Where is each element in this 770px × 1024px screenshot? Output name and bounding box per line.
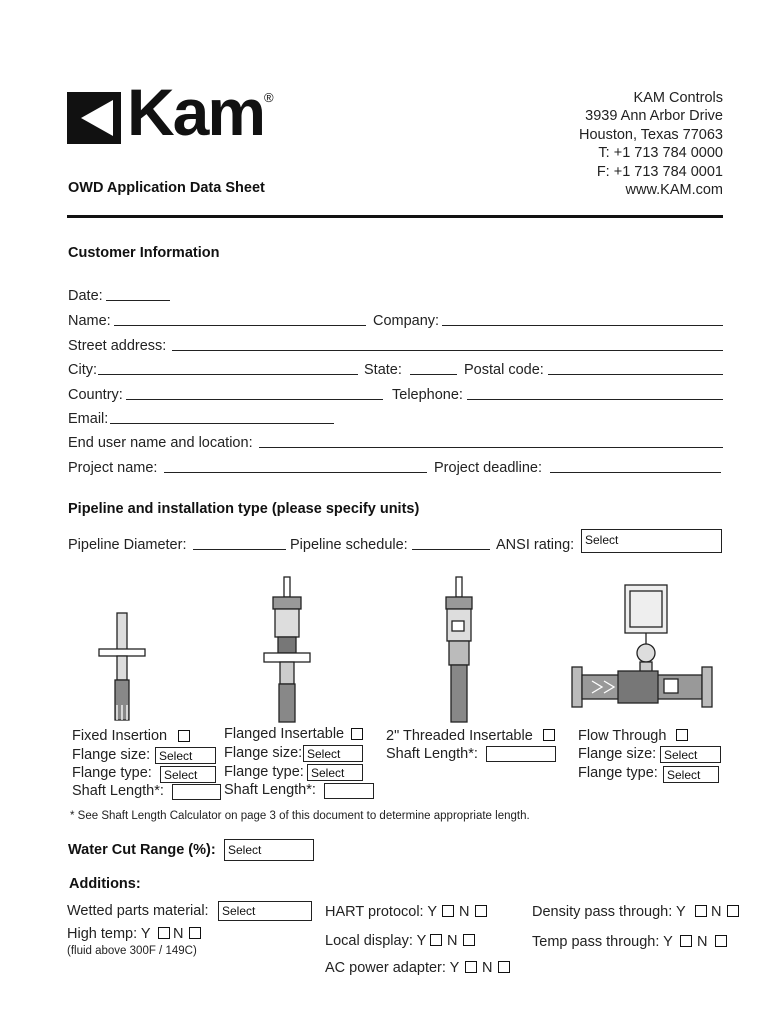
end-user-label: End user name and location:: [68, 435, 253, 451]
water-cut-label: Water Cut Range (%):: [68, 842, 216, 858]
high-temp-label: High temp: Y: [67, 926, 151, 942]
name-label: Name:: [68, 313, 111, 329]
project-name-field[interactable]: [164, 472, 427, 473]
name-field[interactable]: [114, 325, 366, 326]
header-divider: [67, 215, 723, 218]
address-line: F: +1 713 784 0001: [596, 163, 723, 180]
high-temp-yes-checkbox[interactable]: [158, 927, 170, 939]
address-line: T: +1 713 784 0000: [598, 145, 723, 162]
threaded-insertable-label: 2" Threaded Insertable: [386, 728, 533, 744]
customer-section-heading: Customer Information: [68, 245, 220, 261]
postal-label: Postal code:: [464, 362, 544, 378]
fixed-shaft-length-label: Shaft Length*:: [72, 783, 164, 799]
flow-through-illustration: [568, 583, 718, 723]
website-link[interactable]: www.KAM.com: [625, 182, 723, 199]
local-display-yes-checkbox[interactable]: [430, 934, 442, 946]
local-display-no-checkbox[interactable]: [463, 934, 475, 946]
date-label: Date:: [68, 288, 103, 304]
project-name-label: Project name:: [68, 460, 158, 476]
shaft-length-footnote: * See Shaft Length Calculator on page 3 of this document to determine appropriate length.: [70, 810, 530, 822]
density-n-label: N: [711, 904, 722, 920]
flow-flange-size-select[interactable]: Select: [660, 746, 721, 763]
address-line: 3939 Ann Arbor Drive: [585, 108, 723, 125]
hart-yes-checkbox[interactable]: [442, 905, 454, 917]
wetted-material-label: Wetted parts material:: [67, 903, 209, 919]
telephone-label: Telephone:: [392, 387, 463, 403]
company-label: Company:: [373, 313, 440, 329]
flanged-flange-type-label: Flange type:: [224, 764, 304, 780]
water-cut-select[interactable]: Select: [224, 839, 314, 861]
fixed-insertion-label: Fixed Insertion: [72, 728, 168, 744]
flow-flange-type-label: Flange type:: [578, 765, 658, 781]
temp-pass-yes-checkbox[interactable]: [680, 935, 692, 947]
country-label: Country:: [68, 387, 123, 403]
pipeline-diameter-field[interactable]: [193, 549, 286, 550]
density-no-checkbox[interactable]: [727, 905, 739, 917]
fixed-flange-type-select[interactable]: Select: [160, 766, 216, 783]
pipeline-schedule-field[interactable]: [412, 549, 490, 550]
telephone-field[interactable]: [467, 399, 723, 400]
fixed-shaft-length-field[interactable]: [172, 784, 221, 800]
project-deadline-label: Project deadline:: [434, 460, 543, 476]
ansi-rating-label: ANSI rating:: [496, 537, 575, 553]
state-field[interactable]: [410, 374, 457, 375]
logo-triangle-icon: [67, 90, 123, 146]
project-deadline-field[interactable]: [550, 472, 721, 473]
ac-power-yes-checkbox[interactable]: [465, 961, 477, 973]
flanged-flange-size-select[interactable]: Select: [303, 745, 363, 762]
company-address: [463, 89, 723, 199]
address-line: Houston, Texas 77063: [578, 126, 723, 143]
ac-power-no-checkbox[interactable]: [498, 961, 510, 973]
email-field[interactable]: [110, 423, 334, 424]
email-label: Email:: [68, 411, 109, 427]
kam-logo: [67, 75, 282, 149]
hart-protocol-label: HART protocol: Y: [325, 904, 438, 920]
fixed-flange-size-select[interactable]: Select: [155, 747, 216, 764]
fixed-flange-size-label: Flange size:: [72, 747, 151, 763]
high-temp-n-label: N: [173, 926, 184, 942]
fixed-insertion-illustration: [95, 585, 155, 725]
local-display-n-label: N: [447, 933, 458, 949]
density-yes-checkbox[interactable]: [695, 905, 707, 917]
street-label: Street address:: [68, 338, 167, 354]
pipeline-diameter-label: Pipeline Diameter:: [68, 537, 187, 553]
density-pass-label: Density pass through: Y: [532, 904, 686, 920]
high-temp-note: (fluid above 300F / 149C): [67, 945, 197, 957]
flanged-insertable-checkbox[interactable]: [351, 728, 363, 740]
flanged-shaft-length-field[interactable]: [324, 783, 374, 799]
flow-flange-size-label: Flange size:: [578, 746, 657, 762]
ansi-rating-select[interactable]: Select: [581, 529, 722, 553]
postal-field[interactable]: [548, 374, 723, 375]
flanged-shaft-length-label: Shaft Length*:: [224, 782, 316, 798]
flow-through-label: Flow Through: [578, 728, 667, 744]
pipeline-schedule-label: Pipeline schedule:: [290, 537, 408, 553]
fixed-flange-type-label: Flange type:: [72, 765, 152, 781]
ac-power-label: AC power adapter: Y: [325, 960, 460, 976]
flow-through-checkbox[interactable]: [676, 729, 688, 741]
logo-wordmark: Kam: [127, 75, 265, 149]
flow-flange-type-select[interactable]: Select: [663, 766, 719, 783]
threaded-insertable-checkbox[interactable]: [543, 729, 555, 741]
address-line: KAM Controls: [633, 90, 723, 106]
local-display-label: Local display: Y: [325, 933, 427, 949]
date-field[interactable]: [106, 300, 170, 301]
wetted-material-select[interactable]: Select: [218, 901, 312, 921]
threaded-shaft-length-field[interactable]: [486, 746, 556, 762]
city-label: City:: [68, 362, 97, 378]
hart-no-checkbox[interactable]: [475, 905, 487, 917]
temp-pass-no-checkbox[interactable]: [715, 935, 727, 947]
flanged-insertable-illustration: [258, 575, 318, 725]
document-title: OWD Application Data Sheet: [68, 180, 265, 196]
threaded-shaft-length-label: Shaft Length*:: [386, 746, 478, 762]
temp-pass-label: Temp pass through: Y: [532, 934, 673, 950]
ac-power-n-label: N: [482, 960, 493, 976]
temp-pass-n-label: N: [697, 934, 708, 950]
pipeline-section-heading: Pipeline and installation type (please specify units): [68, 501, 420, 517]
flanged-insertable-label: Flanged Insertable: [224, 726, 345, 742]
additions-heading: Additions:: [69, 876, 141, 892]
fixed-insertion-checkbox[interactable]: [178, 730, 190, 742]
threaded-insertable-illustration: [440, 575, 480, 725]
registered-mark: ®: [264, 90, 274, 105]
state-label: State:: [364, 362, 402, 378]
end-user-field[interactable]: [259, 447, 723, 448]
flanged-flange-size-label: Flange size:: [224, 745, 303, 761]
city-field[interactable]: [98, 374, 358, 375]
flanged-flange-type-select[interactable]: Select: [307, 764, 363, 781]
country-field[interactable]: [126, 399, 383, 400]
hart-n-label: N: [459, 904, 470, 920]
high-temp-no-checkbox[interactable]: [189, 927, 201, 939]
street-field[interactable]: [172, 350, 723, 351]
company-field[interactable]: [442, 325, 723, 326]
